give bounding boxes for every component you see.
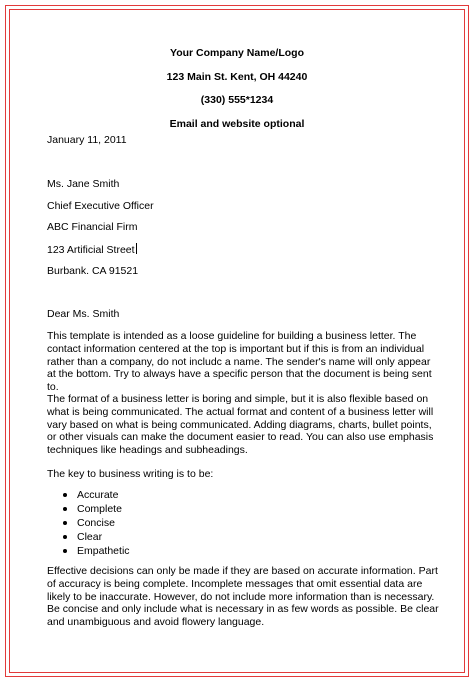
paragraph-2: The format of a business letter is boring and simple, but it is also flexible based on what is being communicated. The actual format and content of a business letter will vary based on what is being communicated. Adding diagrams, charts, bullet points, or other visuals can make the document easier to read. You can also use emphasis techniques like headings and subheadings. <box>47 393 434 457</box>
recipient-street-line[interactable] <box>47 243 137 257</box>
paragraph-3: The key to business writing is to be: <box>47 468 214 480</box>
letter-date: January 11, 2011 <box>47 134 127 146</box>
text-cursor <box>136 243 137 254</box>
bullet-list <box>47 488 130 558</box>
recipient-street: 123 Artificial Street <box>47 244 135 256</box>
company-address: 123 Main St. Kent, OH 44240 <box>166 70 308 83</box>
list-item: Complete <box>47 502 130 516</box>
list-item: Clear <box>47 530 130 544</box>
bullet-icon <box>63 535 67 539</box>
list-item: Concise <box>47 516 130 530</box>
company-email-web: Email and website optional <box>169 117 305 130</box>
recipient-title: Chief Executive Officer <box>47 200 154 212</box>
list-item: Accurate <box>47 488 130 502</box>
paragraph-1: This template is intended as a loose guideline for building a business letter. The contact information centered at the top is important but if this is from an individual rather than a company, do not includc a name. The sender's name will only appear at the bottom. Try to always have a specific person that the document is being sent to. <box>47 330 432 394</box>
recipient-company: ABC Financial Firm <box>47 221 138 233</box>
bullet-icon <box>63 521 67 525</box>
company-phone: (330) 555*1234 <box>200 94 274 106</box>
bullet-icon <box>63 549 67 553</box>
bullet-icon <box>63 493 67 497</box>
list-item: Empathetic <box>47 544 130 558</box>
recipient-city: Burbank. CA 91521 <box>47 265 139 277</box>
recipient-name: Ms. Jane Smith <box>47 178 120 190</box>
company-name: Your Company Name/Logo <box>170 47 304 59</box>
letterhead <box>0 46 474 140</box>
bullet-icon <box>63 507 67 511</box>
salutation: Dear Ms. Smith <box>47 308 120 320</box>
closing-paragraph: Effective decisions can only be made if they are based on accurate information. Part of accuracy is being complete. Incomplete messages that omit essential data are likely to be inaccurate. However, do not include more information than is necessary. Be concise and only include what is necessary in as few words as possible. Be clear and unambiguous and avoid flowery language. <box>47 565 439 629</box>
